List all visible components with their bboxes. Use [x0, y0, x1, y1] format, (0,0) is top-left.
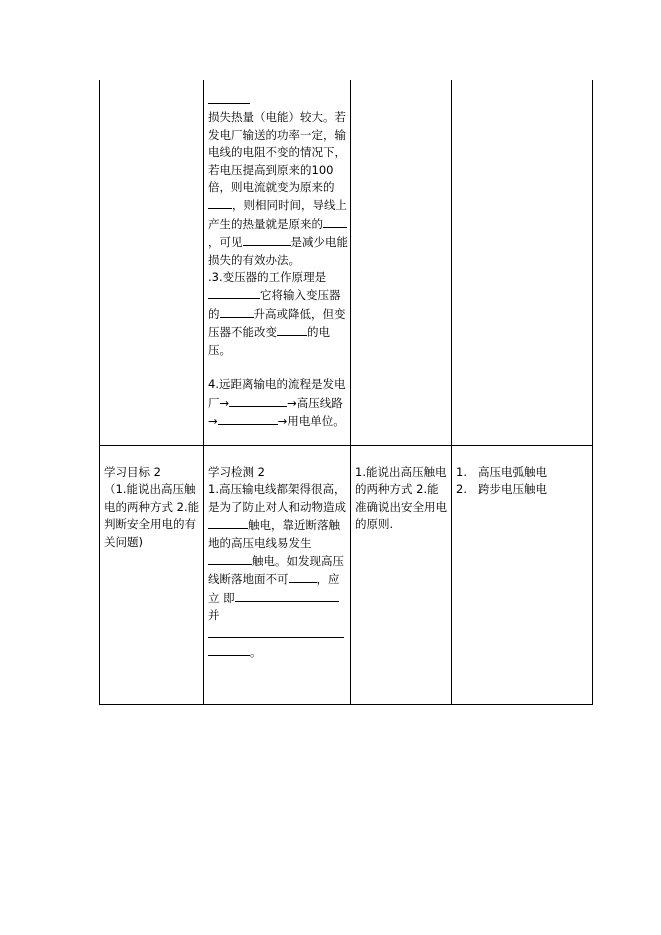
- fill-blank[interactable]: [208, 286, 260, 299]
- fill-blank[interactable]: [208, 552, 252, 565]
- requirement-cell: [355, 464, 449, 534]
- fill-blank[interactable]: [229, 394, 287, 407]
- fill-blank[interactable]: [323, 215, 347, 228]
- column-divider-2: [350, 80, 351, 705]
- fill-blank[interactable]: [277, 323, 307, 336]
- fill-blank[interactable]: [220, 305, 254, 318]
- column-divider-1: [203, 80, 204, 705]
- targets-list: [456, 464, 590, 499]
- upper-content-cell: 损失热量（电能）较大。若发电厂输送的功率一定，输电线的电阻不变的情况下，若电压提高到原来的100倍，则电流就变为原来的，则相同时间，导线上产生的热量就是原来的，可见 是减少电能损失的有效办法。 .3.变压器的工作原理是它将输入变压器的 升高或降低，但变压器不能改变 的电压。 4.远距离输电的流程是发电厂→ →高压线路→ →用电单位。: [208, 91, 348, 430]
- fill-blank[interactable]: [208, 196, 232, 209]
- requirement-text: 1.能说出高压触电的两种方式 2.能准确说出安全用电的原则.: [355, 465, 447, 532]
- fill-blank[interactable]: [289, 570, 317, 583]
- fill-blank[interactable]: [208, 516, 248, 529]
- learning-check-cell: 学习检测 2 1.高压输电线都架得很高，是为了防止对人和动物造成触电，靠近断落触地的高压电线易发生触电。如发现高压线断落地面不可 ，应立 即 并 。: [208, 465, 346, 660]
- target-text: 跨步电压触电: [478, 482, 547, 497]
- target-text: 高压电弧触电: [478, 465, 547, 479]
- goal-body: （1.能说出高压触电的两种方式 2.能判断安全用电的有关问题): [104, 482, 200, 549]
- row-divider: [99, 445, 593, 446]
- fill-blank[interactable]: [208, 91, 250, 104]
- table-right-border: [592, 80, 593, 705]
- table-bottom-border: [99, 704, 593, 705]
- fill-blank[interactable]: [208, 625, 344, 638]
- transformer-principle-text: .3.变压器的工作原理是: [208, 270, 327, 285]
- column-divider-3: [451, 80, 452, 705]
- list-item: 2. 跨步电压触电: [456, 481, 590, 498]
- list-item: 1. 高压电弧触电: [456, 464, 590, 481]
- fill-blank[interactable]: [243, 233, 291, 246]
- fill-blank[interactable]: [218, 412, 278, 425]
- energy-loss-text: 损失热量（电能）较大。若发电厂输送的功率一定，输电线的电阻不变的情况下，若电压提高到原来的100倍，则电流就变为原来的: [208, 110, 346, 195]
- learning-goal-cell: [104, 464, 200, 551]
- fill-blank[interactable]: [208, 643, 250, 656]
- check-title: 学习检测 2: [208, 465, 265, 479]
- check-question: 1.高压输电线都架得很高，是为了防止对人和动物造成: [208, 482, 346, 514]
- table-left-border: [99, 80, 100, 705]
- transmission-flow-text: 4.远距离输电的流程是发电厂→: [208, 377, 346, 410]
- targets-cell: [456, 464, 590, 499]
- goal-title: 学习目标 2: [104, 465, 161, 479]
- fill-blank[interactable]: [235, 589, 339, 602]
